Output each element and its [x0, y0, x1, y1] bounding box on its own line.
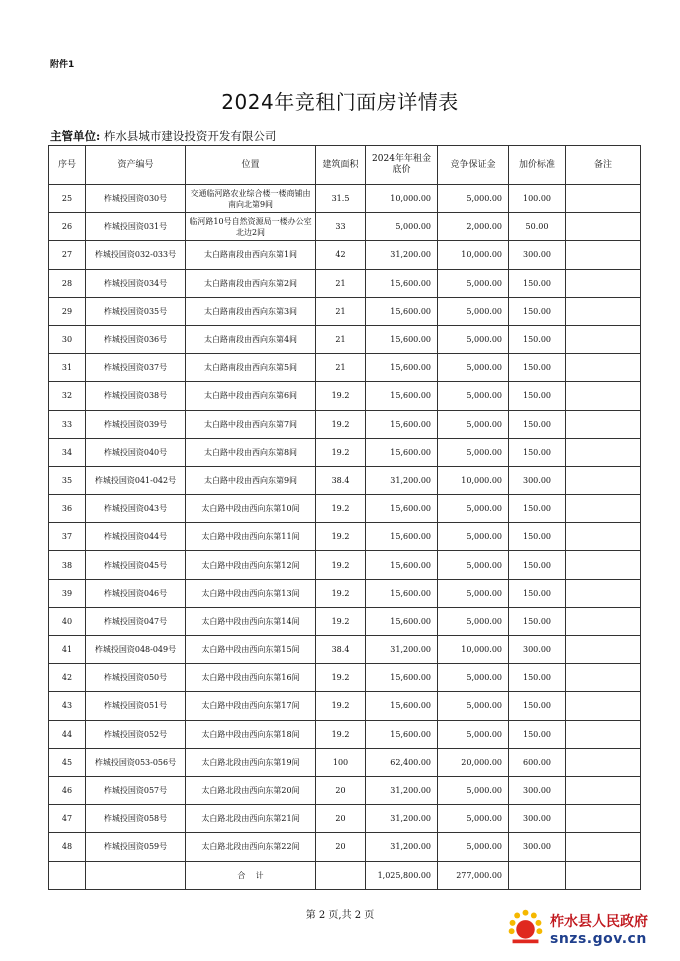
asset-code-cell: 柞城投国资058号: [86, 805, 186, 833]
area-cell: 19.2: [316, 579, 366, 607]
area-cell: 21: [316, 269, 366, 297]
table-row: [49, 636, 641, 664]
row-number-cell: 26: [49, 213, 86, 241]
base-rent-cell: 15,600.00: [366, 551, 438, 579]
increment-cell: 300.00: [509, 833, 566, 861]
base-rent-cell: 31,200.00: [366, 466, 438, 494]
page-title: 2024年竞租门面房详情表: [221, 90, 459, 114]
increment-cell: 300.00: [509, 636, 566, 664]
deposit-cell: 5,000.00: [438, 523, 509, 551]
deposit-cell: 5,000.00: [438, 410, 509, 438]
area-cell: 20: [316, 805, 366, 833]
deposit-cell: 5,000.00: [438, 607, 509, 635]
deposit-cell: 5,000.00: [438, 664, 509, 692]
table-row: [49, 325, 641, 353]
base-rent-cell: 15,600.00: [366, 664, 438, 692]
row-number-cell: 33: [49, 410, 86, 438]
increment-cell: 600.00: [509, 748, 566, 776]
table-row: [49, 354, 641, 382]
increment-cell: 150.00: [509, 382, 566, 410]
increment-cell: 150.00: [509, 664, 566, 692]
rental-table: [48, 145, 641, 890]
table-row: [49, 664, 641, 692]
asset-code-cell: 柞城投国资041-042号: [86, 466, 186, 494]
area-cell: 33: [316, 213, 366, 241]
remark-cell: [566, 213, 641, 241]
base-rent-cell: 15,600.00: [366, 720, 438, 748]
remark-cell: [566, 410, 641, 438]
increment-cell: 150.00: [509, 325, 566, 353]
remark-cell: [566, 664, 641, 692]
asset-code-cell: 柞城投国资059号: [86, 833, 186, 861]
increment-cell: 150.00: [509, 523, 566, 551]
increment-cell: 300.00: [509, 466, 566, 494]
base-rent-cell: 15,600.00: [366, 692, 438, 720]
deposit-cell: 5,000.00: [438, 354, 509, 382]
location-cell: 太白路北段由西向东第21间: [186, 805, 316, 833]
increment-cell: 300.00: [509, 776, 566, 804]
asset-code-cell: 柞城投国资034号: [86, 269, 186, 297]
increment-cell: 150.00: [509, 692, 566, 720]
base-rent-cell: 31,200.00: [366, 805, 438, 833]
deposit-cell: 5,000.00: [438, 805, 509, 833]
row-number-cell: 44: [49, 720, 86, 748]
asset-code-cell: 柞城投国资036号: [86, 325, 186, 353]
location-cell: 太白路中段由西向东第6间: [186, 382, 316, 410]
increment-cell: 150.00: [509, 579, 566, 607]
area-cell: 100: [316, 748, 366, 776]
area-cell: 19.2: [316, 495, 366, 523]
location-cell: 太白路北段由西向东第22间: [186, 833, 316, 861]
table-row: [49, 776, 641, 804]
asset-code-cell: 柞城投国资039号: [86, 410, 186, 438]
increment-cell: 300.00: [509, 241, 566, 269]
asset-code-cell: 柞城投国资053-056号: [86, 748, 186, 776]
row-number-cell: 37: [49, 523, 86, 551]
asset-code-cell: 柞城投国资050号: [86, 664, 186, 692]
deposit-cell: 10,000.00: [438, 241, 509, 269]
location-cell: 太白路北段由西向东第20间: [186, 776, 316, 804]
page-indicator: 第 2 页,共 2 页: [305, 910, 375, 921]
remark-cell: [566, 748, 641, 776]
remark-cell: [566, 692, 641, 720]
row-number-cell: 25: [49, 185, 86, 213]
asset-code-cell: 柞城投国资030号: [86, 185, 186, 213]
base-rent-cell: 15,600.00: [366, 579, 438, 607]
deposit-cell: 5,000.00: [438, 495, 509, 523]
deposit-cell: 5,000.00: [438, 438, 509, 466]
increment-cell: 300.00: [509, 805, 566, 833]
asset-code-cell: 柞城投国资057号: [86, 776, 186, 804]
row-number-cell: 43: [49, 692, 86, 720]
base-rent-cell: 15,600.00: [366, 269, 438, 297]
table-row: [49, 748, 641, 776]
location-cell: 太白路中段由西向东第16间: [186, 664, 316, 692]
remark-cell: [566, 297, 641, 325]
base-rent-cell: 15,600.00: [366, 523, 438, 551]
row-number-cell: 31: [49, 354, 86, 382]
asset-code-cell: 柞城投国资040号: [86, 438, 186, 466]
deposit-cell: 5,000.00: [438, 776, 509, 804]
area-cell: 19.2: [316, 607, 366, 635]
area-cell: 19.2: [316, 410, 366, 438]
table-row: [49, 297, 641, 325]
increment-cell: 150.00: [509, 607, 566, 635]
area-cell: 19.2: [316, 664, 366, 692]
deposit-cell: 5,000.00: [438, 297, 509, 325]
base-rent-cell: 15,600.00: [366, 410, 438, 438]
area-cell: 19.2: [316, 382, 366, 410]
row-number-cell: 48: [49, 833, 86, 861]
asset-code-cell: 柞城投国资051号: [86, 692, 186, 720]
remark-cell: [566, 354, 641, 382]
location-cell: 太白路中段由西向东第13间: [186, 579, 316, 607]
base-rent-cell: 15,600.00: [366, 607, 438, 635]
remark-cell: [566, 636, 641, 664]
remark-cell: [566, 466, 641, 494]
row-number-cell: 39: [49, 579, 86, 607]
asset-code-cell: 柞城投国资037号: [86, 354, 186, 382]
row-number-cell: 29: [49, 297, 86, 325]
total-deposit: 277,000.00: [438, 861, 509, 889]
table-row: [49, 692, 641, 720]
row-number-cell: 47: [49, 805, 86, 833]
remark-cell: [566, 382, 641, 410]
header-cell: 建筑面积: [316, 146, 366, 185]
location-cell: 太白路中段由西向东第9间: [186, 466, 316, 494]
location-cell: 太白路南段由西向东第4间: [186, 325, 316, 353]
total-empty-cell: [316, 861, 366, 889]
asset-code-cell: 柞城投国资046号: [86, 579, 186, 607]
location-cell: 太白路中段由西向东第8间: [186, 438, 316, 466]
remark-cell: [566, 495, 641, 523]
table-row: [49, 551, 641, 579]
increment-cell: 150.00: [509, 720, 566, 748]
table-row: [49, 495, 641, 523]
area-cell: 31.5: [316, 185, 366, 213]
base-rent-cell: 10,000.00: [366, 185, 438, 213]
remark-cell: [566, 438, 641, 466]
area-cell: 21: [316, 354, 366, 382]
asset-code-cell: 柞城投国资043号: [86, 495, 186, 523]
area-cell: 38.4: [316, 636, 366, 664]
base-rent-cell: 31,200.00: [366, 833, 438, 861]
managing-unit: [50, 128, 276, 144]
table-header-row: [49, 146, 641, 185]
location-cell: 太白路南段由西向东第2间: [186, 269, 316, 297]
row-number-cell: 28: [49, 269, 86, 297]
row-number-cell: 36: [49, 495, 86, 523]
location-cell: 太白路中段由西向东第10间: [186, 495, 316, 523]
remark-cell: [566, 607, 641, 635]
remark-cell: [566, 833, 641, 861]
remark-cell: [566, 523, 641, 551]
header-cell: 加价标准: [509, 146, 566, 185]
base-rent-cell: 15,600.00: [366, 495, 438, 523]
remark-cell: [566, 720, 641, 748]
area-cell: 19.2: [316, 438, 366, 466]
area-cell: 19.2: [316, 720, 366, 748]
remark-cell: [566, 805, 641, 833]
managing-unit-name: 柞水县城市建设投资开发有限公司: [103, 129, 277, 143]
deposit-cell: 5,000.00: [438, 692, 509, 720]
asset-code-cell: 柞城投国资045号: [86, 551, 186, 579]
row-number-cell: 42: [49, 664, 86, 692]
total-empty-cell: [86, 861, 186, 889]
base-rent-cell: 31,200.00: [366, 636, 438, 664]
table-row: [49, 523, 641, 551]
area-cell: 38.4: [316, 466, 366, 494]
remark-cell: [566, 241, 641, 269]
deposit-cell: 5,000.00: [438, 325, 509, 353]
area-cell: 20: [316, 776, 366, 804]
row-number-cell: 35: [49, 466, 86, 494]
base-rent-cell: 15,600.00: [366, 297, 438, 325]
area-cell: 21: [316, 325, 366, 353]
table-row: [49, 269, 641, 297]
table-row: [49, 241, 641, 269]
increment-cell: 150.00: [509, 354, 566, 382]
asset-code-cell: 柞城投国资035号: [86, 297, 186, 325]
row-number-cell: 30: [49, 325, 86, 353]
base-rent-cell: 5,000.00: [366, 213, 438, 241]
header-cell: 序号: [49, 146, 86, 185]
table-row: [49, 805, 641, 833]
asset-code-cell: 柞城投国资038号: [86, 382, 186, 410]
increment-cell: 150.00: [509, 297, 566, 325]
location-cell: 太白路中段由西向东第12间: [186, 551, 316, 579]
location-cell: 太白路中段由西向东第17间: [186, 692, 316, 720]
table-row: [49, 579, 641, 607]
row-number-cell: 38: [49, 551, 86, 579]
location-cell: 太白路中段由西向东第7间: [186, 410, 316, 438]
sun-logo-icon: [507, 909, 544, 946]
deposit-cell: 5,000.00: [438, 382, 509, 410]
table-row: [49, 438, 641, 466]
row-number-cell: 34: [49, 438, 86, 466]
location-cell: 交通临河路农业综合楼一楼商铺由南向北第9间: [186, 185, 316, 213]
deposit-cell: 5,000.00: [438, 551, 509, 579]
total-empty-cell: [509, 861, 566, 889]
asset-code-cell: 柞城投国资048-049号: [86, 636, 186, 664]
remark-cell: [566, 579, 641, 607]
table-row: [49, 607, 641, 635]
area-cell: 19.2: [316, 692, 366, 720]
header-cell: 位置: [186, 146, 316, 185]
location-cell: 太白路中段由西向东第14间: [186, 607, 316, 635]
remark-cell: [566, 269, 641, 297]
table-row: [49, 720, 641, 748]
base-rent-cell: 15,600.00: [366, 354, 438, 382]
deposit-cell: 5,000.00: [438, 833, 509, 861]
table-row: [49, 410, 641, 438]
base-rent-cell: 62,400.00: [366, 748, 438, 776]
remark-cell: [566, 776, 641, 804]
base-rent-cell: 15,600.00: [366, 382, 438, 410]
increment-cell: 150.00: [509, 269, 566, 297]
row-number-cell: 40: [49, 607, 86, 635]
remark-cell: [566, 185, 641, 213]
location-cell: 太白路南段由西向东第3间: [186, 297, 316, 325]
asset-code-cell: 柞城投国资044号: [86, 523, 186, 551]
row-number-cell: 45: [49, 748, 86, 776]
area-cell: 20: [316, 833, 366, 861]
asset-code-cell: 柞城投国资032-033号: [86, 241, 186, 269]
base-rent-cell: 15,600.00: [366, 325, 438, 353]
header-cell: 备注: [566, 146, 641, 185]
total-empty-cell: [49, 861, 86, 889]
area-cell: 19.2: [316, 551, 366, 579]
increment-cell: 150.00: [509, 438, 566, 466]
table-row: [49, 213, 641, 241]
increment-cell: 150.00: [509, 551, 566, 579]
total-label: 合 计: [186, 861, 316, 889]
table-row: [49, 382, 641, 410]
increment-cell: 100.00: [509, 185, 566, 213]
location-cell: 太白路北段由西向东第19间: [186, 748, 316, 776]
row-number-cell: 32: [49, 382, 86, 410]
asset-code-cell: 柞城投国资031号: [86, 213, 186, 241]
deposit-cell: 10,000.00: [438, 636, 509, 664]
deposit-cell: 5,000.00: [438, 269, 509, 297]
deposit-cell: 5,000.00: [438, 720, 509, 748]
gov-url[interactable]: snzs.gov.cn: [550, 931, 647, 947]
total-rent: 1,025,800.00: [366, 861, 438, 889]
deposit-cell: 10,000.00: [438, 466, 509, 494]
row-number-cell: 41: [49, 636, 86, 664]
base-rent-cell: 31,200.00: [366, 776, 438, 804]
row-number-cell: 46: [49, 776, 86, 804]
header-cell: 竞争保证金: [438, 146, 509, 185]
area-cell: 42: [316, 241, 366, 269]
header-cell: 2024年年租金底价: [366, 146, 438, 185]
location-cell: 太白路南段由西向东第1间: [186, 241, 316, 269]
deposit-cell: 20,000.00: [438, 748, 509, 776]
location-cell: 太白路南段由西向东第5间: [186, 354, 316, 382]
total-empty-cell: [566, 861, 641, 889]
base-rent-cell: 31,200.00: [366, 241, 438, 269]
location-cell: 太白路中段由西向东第18间: [186, 720, 316, 748]
increment-cell: 50.00: [509, 213, 566, 241]
attachment-label: 附件1: [50, 60, 75, 70]
remark-cell: [566, 551, 641, 579]
table-row: [49, 185, 641, 213]
base-rent-cell: 15,600.00: [366, 438, 438, 466]
header-cell: 资产编号: [86, 146, 186, 185]
table-row: [49, 466, 641, 494]
increment-cell: 150.00: [509, 495, 566, 523]
table-row: [49, 833, 641, 861]
increment-cell: 150.00: [509, 410, 566, 438]
location-cell: 太白路中段由西向东第15间: [186, 636, 316, 664]
deposit-cell: 5,000.00: [438, 185, 509, 213]
area-cell: 19.2: [316, 523, 366, 551]
location-cell: 太白路中段由西向东第11间: [186, 523, 316, 551]
deposit-cell: 5,000.00: [438, 579, 509, 607]
row-number-cell: 27: [49, 241, 86, 269]
location-cell: 临河路10号自然资源局一楼办公室北边2间: [186, 213, 316, 241]
asset-code-cell: 柞城投国资052号: [86, 720, 186, 748]
managing-unit-label: 主管单位:: [50, 129, 101, 143]
remark-cell: [566, 325, 641, 353]
gov-name: 柞水县人民政府: [550, 914, 648, 930]
total-row: [49, 861, 641, 889]
asset-code-cell: 柞城投国资047号: [86, 607, 186, 635]
deposit-cell: 2,000.00: [438, 213, 509, 241]
area-cell: 21: [316, 297, 366, 325]
